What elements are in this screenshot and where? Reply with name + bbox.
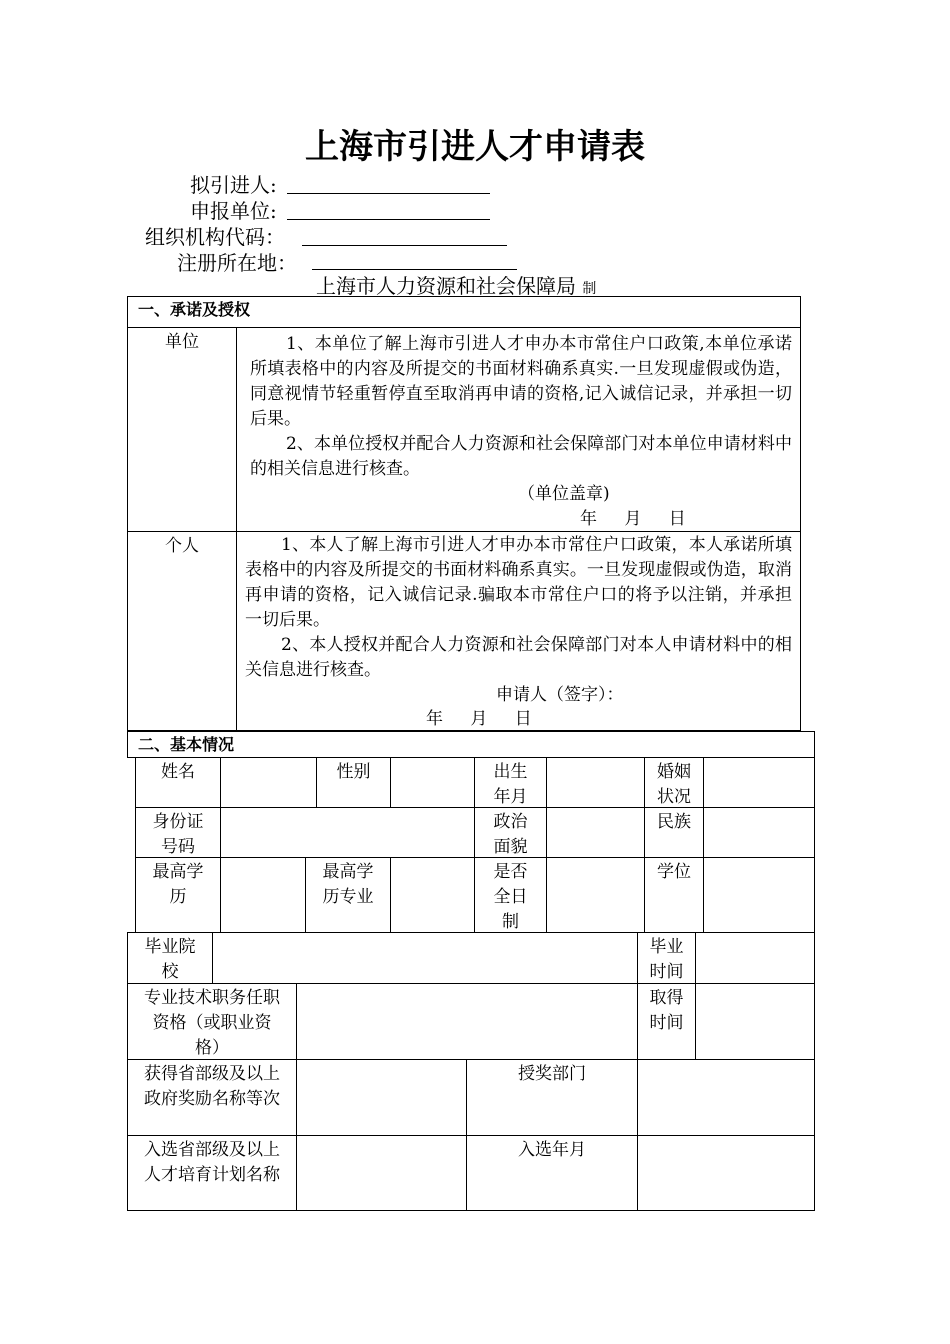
unit-seal-label: （单位盖章) [518,484,610,504]
obtain-time-input[interactable] [695,983,815,1060]
person-pledge-1: 1、本人了解上海市引进人才申办本市常住户口政策，本人承诺所填表格中的内容及所提交的书面材料确系真实。一旦发现虚假或伪造，取消再申请的资格，记入诚信记录.骗取本市常住户口的将予以注销，并承担一切后果。 [245,535,792,630]
section1-heading: 一、承诺及授权 [127,296,801,328]
grad-time-label: 毕业时间 [637,932,696,984]
person-date: 年 月 日 [426,709,532,729]
talent-plan-label: 入选省部级及以上人才培育计划名称 [127,1135,297,1211]
applicant-field[interactable] [287,193,490,194]
award-label: 获得省部级及以上政府奖励名称等次 [127,1059,297,1136]
degree-input[interactable] [703,857,815,933]
selected-ym-label: 入选年月 [466,1135,638,1211]
applicant-label: 拟引进人: [190,173,277,197]
award-dept-input[interactable] [637,1059,815,1136]
fulltime-input[interactable] [546,857,645,933]
degree-label: 学位 [644,857,704,933]
grad-time-input[interactable] [695,932,815,984]
issuer-suffix: 制 [582,281,597,297]
edu-label: 最高学历 [135,857,221,933]
org-code-label: 组织机构代码： [145,225,285,249]
gender-label: 性别 [316,757,391,808]
marital-label: 婚姻状况 [644,757,704,808]
address-label: 注册所在地： [177,251,297,275]
issuer-name: 上海市人力资源和社会保障局 [316,274,576,298]
unit-row-label: 单位 [127,327,237,532]
unit-field[interactable] [287,219,490,220]
award-dept-label: 授奖部门 [466,1059,638,1136]
ethnic-input[interactable] [703,807,815,858]
person-pledge-2: 2、本人授权并配合人力资源和社会保障部门对本人申请材料中的相关信息进行核查。 [245,635,792,680]
birth-input[interactable] [546,757,645,808]
political-input[interactable] [546,807,645,858]
school-input[interactable] [212,932,638,984]
major-label: 最高学历专业 [305,857,391,933]
ethnic-label: 民族 [644,807,704,858]
name-label: 姓名 [135,757,221,808]
name-input[interactable] [220,757,317,808]
page-title: 上海市引进人才申请表 [305,127,645,167]
section2-heading: 二、基本情况 [127,731,815,758]
unit-pledge-1: 1、本单位了解上海市引进人才申办本市常住户口政策,本单位承诺所填表格中的内容及所提交的书面材料确系真实.一旦发现虚假或伪造，同意视情节轻重暂停直至取消再申请的资格,记入诚信记录，并承担一切后果。 [250,334,792,429]
id-input[interactable] [220,807,475,858]
marital-input[interactable] [703,757,815,808]
political-label: 政治面貌 [474,807,547,858]
school-label: 毕业院校 [127,932,213,984]
unit-label: 申报单位: [190,199,277,223]
gender-input[interactable] [390,757,475,808]
id-label: 身份证号码 [135,807,221,858]
org-code-field[interactable] [302,245,507,246]
award-input[interactable] [296,1059,467,1136]
unit-pledge-2: 2、本单位授权并配合人力资源和社会保障部门对本单位申请材料中的相关信息进行核查。 [250,434,792,479]
edu-input[interactable] [220,857,306,933]
unit-date: 年 月 日 [580,509,686,529]
title-qual-label: 专业技术职务任职资格（或职业资格） [127,983,297,1060]
selected-ym-input[interactable] [637,1135,815,1211]
talent-plan-input[interactable] [296,1135,467,1211]
major-input[interactable] [390,857,475,933]
birth-label: 出生年月 [474,757,547,808]
address-field[interactable] [312,269,517,270]
fulltime-label: 是否全日制 [474,857,547,933]
person-sign-label: 申请人（签字）： [496,685,624,705]
title-qual-input[interactable] [296,983,638,1060]
obtain-time-label: 取得时间 [637,983,696,1060]
person-row-label: 个人 [127,531,237,731]
